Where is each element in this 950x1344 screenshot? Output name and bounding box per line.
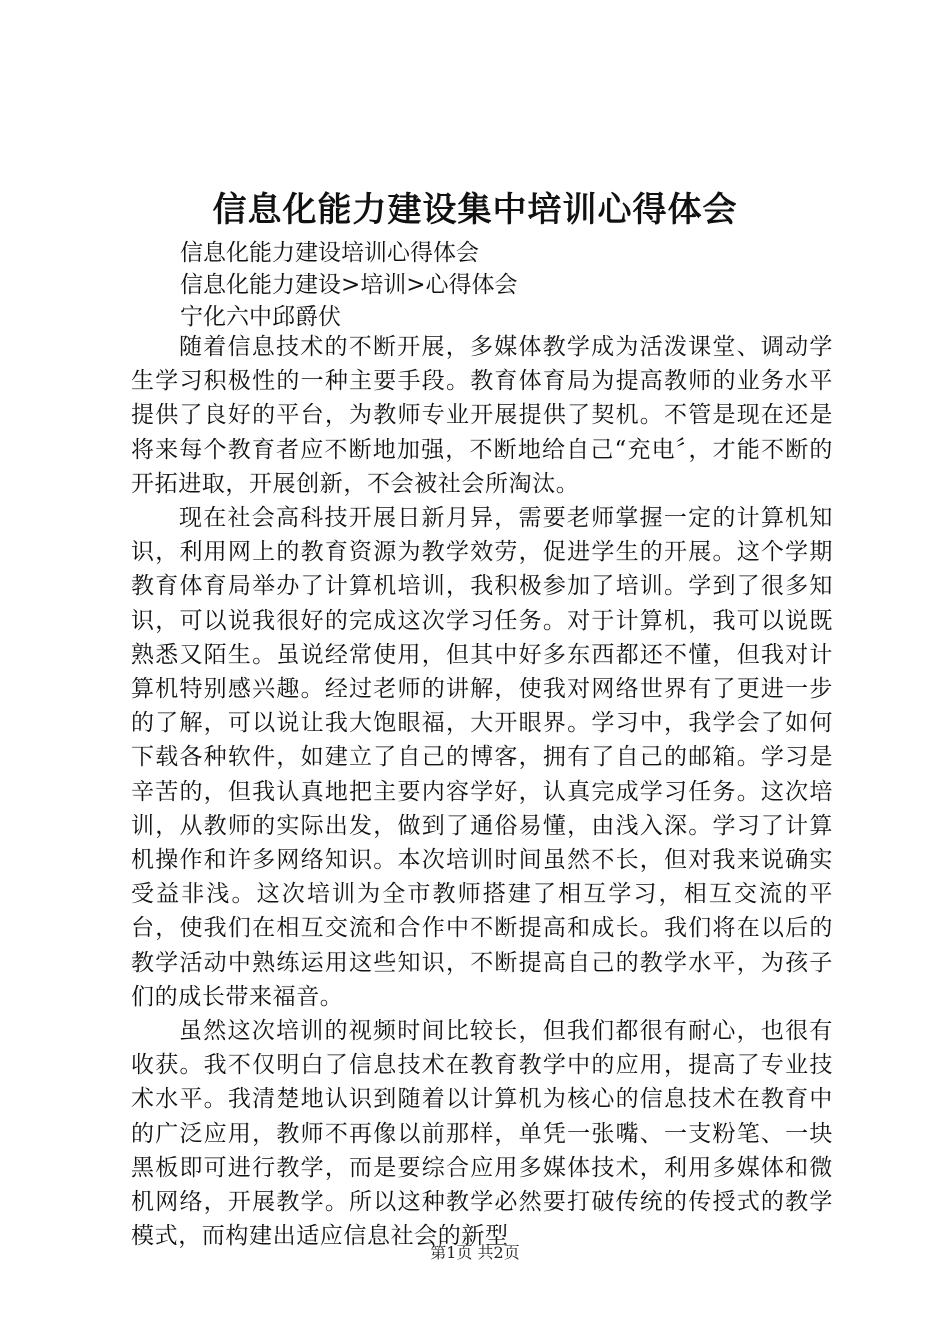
paragraph: 现在社会高科技开展日新月异，需要老师掌握一定的计算机知识，利用网上的教育资源为教学效劳，促进学生的开展。这个学期教育体育局举办了计算机培训，我积极参加了培训。学到了很多知识，可以说我很好的完成这次学习任务。对于计算机，我可以说既熟悉又陌生。虽说经常使用，但其中好多东西都还不懂，但我对计算机特别感兴趣。经过老师的讲解，使我对网络世界有了更进一步的了解，可以说让我大饱眼福，大开眼界。学习中，我学会了如何下载各种软件，如建立了自己的博客，拥有了自己的邮箱。学习是辛苦的，但我认真地把主要内容学好，认真完成学习任务。这次培训，从教师的实际出发，做到了通俗易懂，由浅入深。学习了计算机操作和许多网络知识。本次培训时间虽然不长，但对我来说确实受益非浅。这次培训为全市教师搭建了相互学习，相互交流的平台，使我们在相互交流和合作中不断提高和成长。我们将在以后的教学活动中熟练运用这些知识，不断提高自己的教学水平，为孩子们的成长带来福音。 <box>131 505 833 1010</box>
page-footer: 第1页 共2页 <box>430 1243 520 1262</box>
author-line: 宁化六中邱爵伏 <box>180 304 341 330</box>
document-body <box>131 330 833 1253</box>
paragraph: 随着信息技术的不断开展，多媒体教学成为活泼课堂、调动学生学习积极性的一种主要手段。教育体育局为提高教师的业务水平提供了良好的平台，为教师专业开展提供了契机。不管是现在还是将来每个教育者应不断地加强，不断地给自己“充电〞，才能不断的开拓进取，开展创新，不会被社会所淘汰。 <box>131 334 833 497</box>
document-subtitle: 信息化能力建设培训心得体会 <box>180 240 479 266</box>
document-title: 信息化能力建设集中培训心得体会 <box>212 190 738 230</box>
category-path: 信息化能力建设>培训>心得体会 <box>180 272 518 298</box>
paragraph: 虽然这次培训的视频时间比较长，但我们都很有耐心，也很有收获。我不仅明白了信息技术在教育教学中的应用，提高了专业技术水平。我清楚地认识到随着以计算机为核心的信息技术在教育中的广泛应用，教师不再像以前那样，单凭一张嘴、一支粉笔、一块黑板即可进行教学，而是要综合应用多媒体技术，利用多媒体和微机网络，开展教学。所以这种教学必然要打破传统的传授式的教学模式，而构建出适应信息社会的新型 <box>131 1018 833 1250</box>
